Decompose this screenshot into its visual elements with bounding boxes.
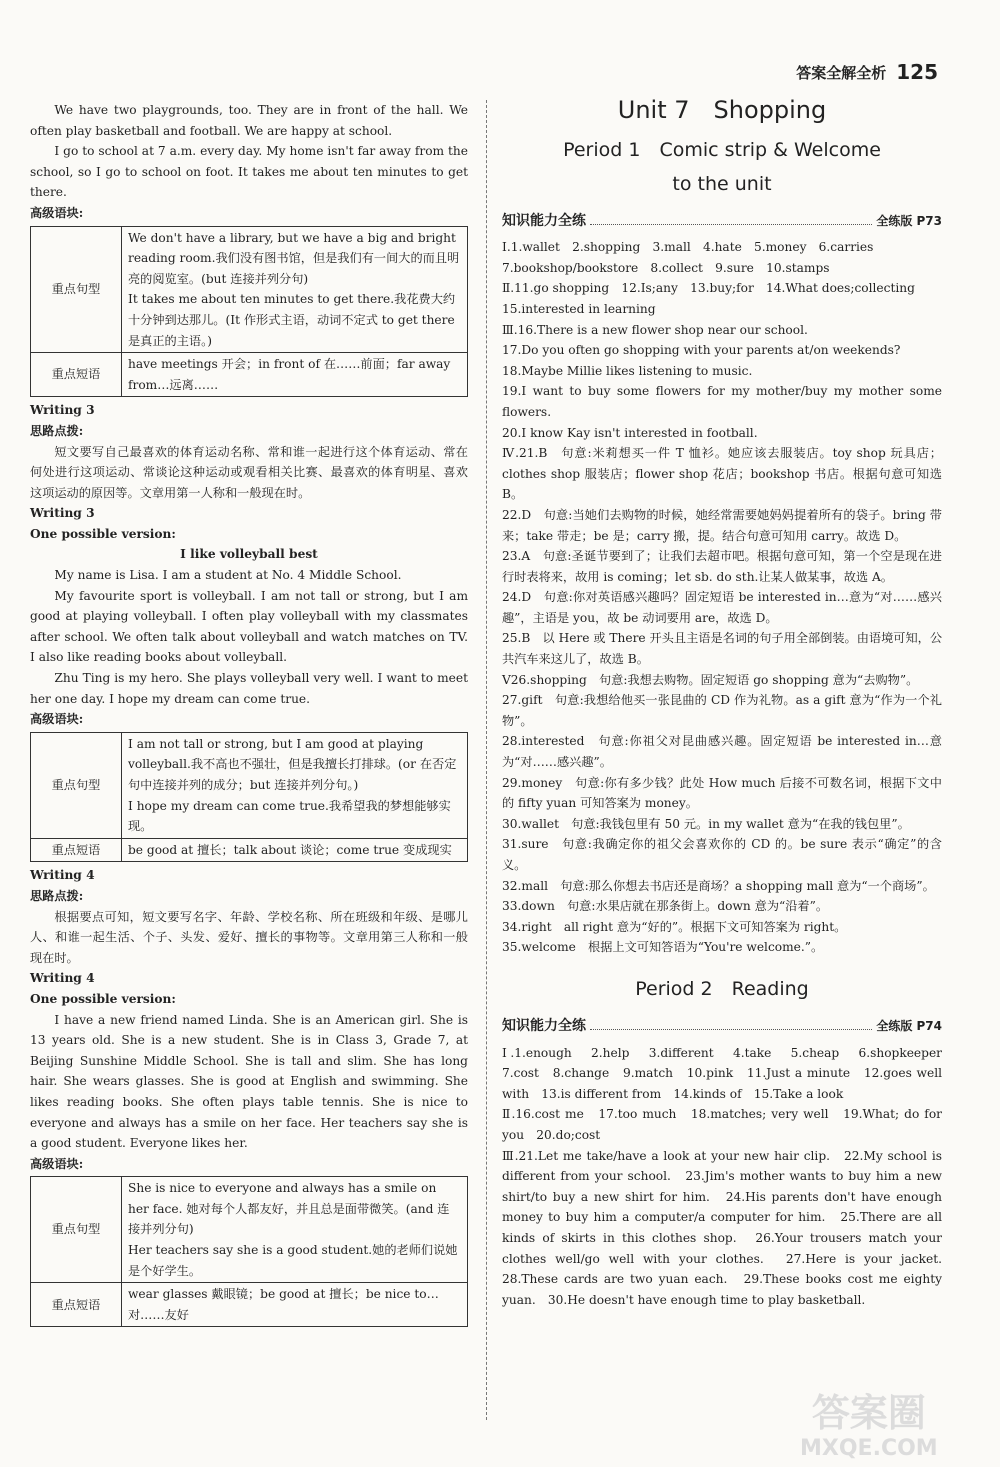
section-ref: 全练版 P73 xyxy=(876,213,942,228)
answer-item: Ⅲ.16.There is a new flower shop near our school. xyxy=(502,322,808,337)
row-label: 重点句型 xyxy=(31,732,122,838)
answer-item: 32.mall 句意:那么你想去书店还是商场？a shopping mall 意为“一个商场”。 xyxy=(502,878,935,893)
essay-paragraph: My favourite sport is volleyball. I am not tall or strong, but I am good at playing volleyball. I often play volleyball with my classmates after school. We often talk about volleyball and watch matches on TV. I also like reading books about volleyball. xyxy=(30,588,468,665)
column-divider xyxy=(486,100,487,1420)
answer-item: Ⅱ.11.go shopping 12.Is;any 13.buy;for 14.What does;collecting xyxy=(502,281,915,296)
writing-title: Writing 4 xyxy=(30,868,95,883)
answer-item: 34.right all right 意为“好的”。根据下文可知答案为 right。 xyxy=(502,919,847,934)
answer-item: 17.Do you often go shopping with your parents at/on weekends? xyxy=(502,343,901,358)
answer-list xyxy=(502,1043,955,1311)
paragraph: We have two playgrounds, too. They are in front of the hall. We often play basketball and football. We are happy at school. xyxy=(30,103,468,138)
section-bar xyxy=(502,211,942,232)
writing-title: Writing 3 xyxy=(30,403,95,418)
page-number: 125 xyxy=(896,60,938,84)
answer-item: Ⅴ26.shopping 句意:我想去购物。固定短语 go shopping 意为“去购物”。 xyxy=(502,672,919,687)
think-text: 根据要点可知，短文要写名字、年龄、学校名称、所在班级和年级、是哪儿人、和谁一起生活、个子、头发、爱好、擅长的事物等。文章用第三人称和一般现在时。 xyxy=(30,909,468,965)
answer-item: 33.down 句意:水果店就在那条街上。down 意为“沿着”。 xyxy=(502,899,829,914)
right-column xyxy=(502,96,955,1310)
row-label: 重点短语 xyxy=(31,1283,122,1327)
row-label: 重点句型 xyxy=(31,226,122,353)
period-title-cont: to the unit xyxy=(672,172,772,195)
section-title: 知识能力全练 xyxy=(502,212,586,229)
unit-title: Unit 7 Shopping xyxy=(617,96,827,124)
row-label: 重点短语 xyxy=(31,353,122,397)
answer-item: 20.I know Kay isn't interested in football. xyxy=(502,425,758,440)
section-label: One possible version: xyxy=(30,991,176,1006)
key-phrases: have meetings 开会；in front of 在……前面；far away from…远离…… xyxy=(122,353,468,397)
dotted-leader xyxy=(590,224,872,225)
answer-item: 24.D 句意:你对英语感兴趣吗？固定短语 be interested in…意为“对……感兴趣”，主语是 you，故 be 动词要用 are，故选 D。 xyxy=(502,590,942,625)
row-label: 重点短语 xyxy=(31,838,122,862)
answer-item: 19.I want to buy some flowers for my mother/buy my mother some flowers. xyxy=(502,384,942,419)
left-column xyxy=(30,100,468,1330)
key-sentences: We don't have a library, but we have a big and bright reading room.我们没有图书馆，但是我们有一间大的而且明亮的阅览室。(but 连接并列分句) It takes me about ten minutes to get there.我花费大约十分钟到达那儿。(It 作形式主语，动词不定式 to get there 是真正的主语。) xyxy=(122,226,468,353)
answer-item: 29.money 句意:你有多少钱？此处 How much 后接不可数名词，根据下文中的 fifty yuan 可知答案为 money。 xyxy=(502,775,942,811)
section-label: One possible version: xyxy=(30,526,176,541)
writing-title: Writing 3 xyxy=(30,506,95,521)
key-phrases: wear glasses 戴眼镜；be good at 擅长；be nice to…对……友好 xyxy=(122,1283,468,1327)
page-header xyxy=(796,60,938,84)
section-label: 思路点拨: xyxy=(30,888,84,903)
writing-title: Writing 4 xyxy=(30,971,95,986)
section-label: 高级语块: xyxy=(30,712,84,727)
essay-title: I like volleyball best xyxy=(180,547,318,562)
section-title: 知识能力全练 xyxy=(502,1017,586,1034)
answer-item: Ⅰ.1.enough 2.help 3.different 4.take 5.cheap 6.shopkeeper 7.cost 8.change 9.match 10.pink 11.Just a minute 12.goes well with 13.is different from 14.kinds of 15.Take a look xyxy=(502,1045,955,1101)
section-label: 高级语块: xyxy=(30,205,84,220)
notes-table xyxy=(30,1176,468,1327)
section-ref: 全练版 P74 xyxy=(876,1018,942,1033)
period-title: Period 1 Comic strip & Welcome xyxy=(563,138,881,161)
answer-item: 30.wallet 句意:我钱包里有 50 元。in my wallet 意为“在我的钱包里”。 xyxy=(502,816,910,831)
essay-paragraph: I have a new friend named Linda. She is an American girl. She is 13 years old. She is a new student. She is in Class 3, Grade 7, at Beijing Sunshine Middle School. She is tall and slim. She has long hair. She wears glasses. She is good at English and swimming. She likes reading books. She often plays table tennis. She is nice to everyone and always has a smile on her face. Her teachers say she is a good student. Everyone likes her. xyxy=(30,1012,468,1151)
think-text: 短文要写自己最喜欢的体育运动名称、常和谁一起进行这个体育运动、常在何处进行这项运动、常谈论这种运动或观看相关比赛、最喜欢的体育明星、喜欢这项运动的原因等。文章用第一人称和一般现在时。 xyxy=(30,444,468,500)
essay-paragraph: Zhu Ting is my hero. She plays volleyball very well. I want to meet her one day. I hope my dream can come true. xyxy=(30,671,468,706)
notes-table xyxy=(30,226,468,398)
key-phrases: be good at 擅长；talk about 谈论；come true 变成现实 xyxy=(122,838,468,862)
header-title: 答案全解全析 xyxy=(796,63,887,82)
key-sentences: I am not tall or strong, but I am good at playing volleyball.我不高也不强壮，但是我擅长打排球。(or 在否定句中连接并列的成分；but 连接并列分句。) I hope my dream can come true.我希望我的梦想能够实现。 xyxy=(122,732,468,838)
answer-item: 22.D 句意:当她们去购物的时候，她经常需要她妈妈提着所有的袋子。bring 带来；take 带走；be 是；carry 搬，提。结合句意可知用 carry。故选 D。 xyxy=(502,507,942,543)
answer-item: 23.A 句意:圣诞节要到了；让我们去超市吧。根据句意可知，第一个空是现在进行时表将来，故用 is coming；let sb. do sth.让某人做某事，故选 A。 xyxy=(502,549,942,584)
answer-item: 18.Maybe Millie likes listening to music. xyxy=(502,363,753,378)
key-sentences: She is nice to everyone and always has a smile on her face. 她对每个人都友好，并且总是面带微笑。(and 连接并列分句) Her teachers say she is a good student.她的老师们说她是个好学生。 xyxy=(122,1177,468,1283)
answer-item: 25.B 以 Here 或 There 开头且主语是名词的句子用全部倒装。由语境可知，公共汽车来这儿了，故选 B。 xyxy=(502,631,943,667)
answer-item: Ⅳ.21.B 句意:米莉想买一件 T 恤衫。她应该去服装店。toy shop 玩具店；clothes shop 服装店；flower shop 花店；bookshop 书店。根据句意可知选 B。 xyxy=(502,446,942,502)
answer-item: 27.gift 句意:我想给他买一张昆曲的 CD 作为礼物。as a gift 意为“作为一个礼物”。 xyxy=(502,693,942,728)
answer-item: Ⅰ.1.wallet 2.shopping 3.mall 4.hate 5.money 6.carries xyxy=(502,240,874,255)
answer-item: 35.welcome 根据上文可知答语为“You're welcome.”。 xyxy=(502,940,824,955)
answer-item: 7.bookshop/bookstore 8.collect 9.sure 10.stamps xyxy=(502,260,830,275)
watermark-logo: 答案圈 MXQE.COM xyxy=(800,1391,938,1461)
row-label: 重点句型 xyxy=(31,1177,122,1283)
section-label: 高级语块: xyxy=(30,1156,84,1171)
period-title: Period 2 Reading xyxy=(635,977,809,1000)
answer-item: Ⅱ.16.cost me 17.too much 18.matches; very well 19.What; do for you 20.do;cost xyxy=(502,1107,942,1142)
answer-item: 31.sure 句意:我确定你的祖父会喜欢你的 CD 的。be sure 表示“确定”的含义。 xyxy=(502,837,942,872)
answer-item: 15.interested in learning xyxy=(502,301,656,316)
answer-list xyxy=(502,237,942,958)
notes-table xyxy=(30,732,468,863)
answer-item: 28.interested 句意:你祖父对昆曲感兴趣。固定短语 be interested in…意为“对……感兴趣”。 xyxy=(502,734,942,770)
essay-paragraph: My name is Lisa. I am a student at No. 4 Middle School. xyxy=(54,568,402,583)
paragraph: I go to school at 7 a.m. every day. My home isn't far away from the school, so I go to school on foot. It takes me about ten minutes to get there. xyxy=(30,144,468,200)
answer-item: Ⅲ.21.Let me take/have a look at your new hair clip. 22.My school is different from your school. 23.Jim's mother wants to buy him a new shirt/to buy a new shirt for him. 24.His parents don't have enough money to buy him a computer/a computer for him. 25.There are all kinds of skirts in this clothes shop. 26.Your trousers match your clothes well/go well with your clothes. 27.Here is your jacket. 28.These cards are two yuan each. 29.These books cost me eighty yuan. 30.He doesn't have enough time to play basketball. xyxy=(502,1148,955,1307)
dotted-leader xyxy=(590,1029,872,1030)
section-bar xyxy=(502,1016,942,1037)
section-label: 思路点拨: xyxy=(30,423,84,438)
